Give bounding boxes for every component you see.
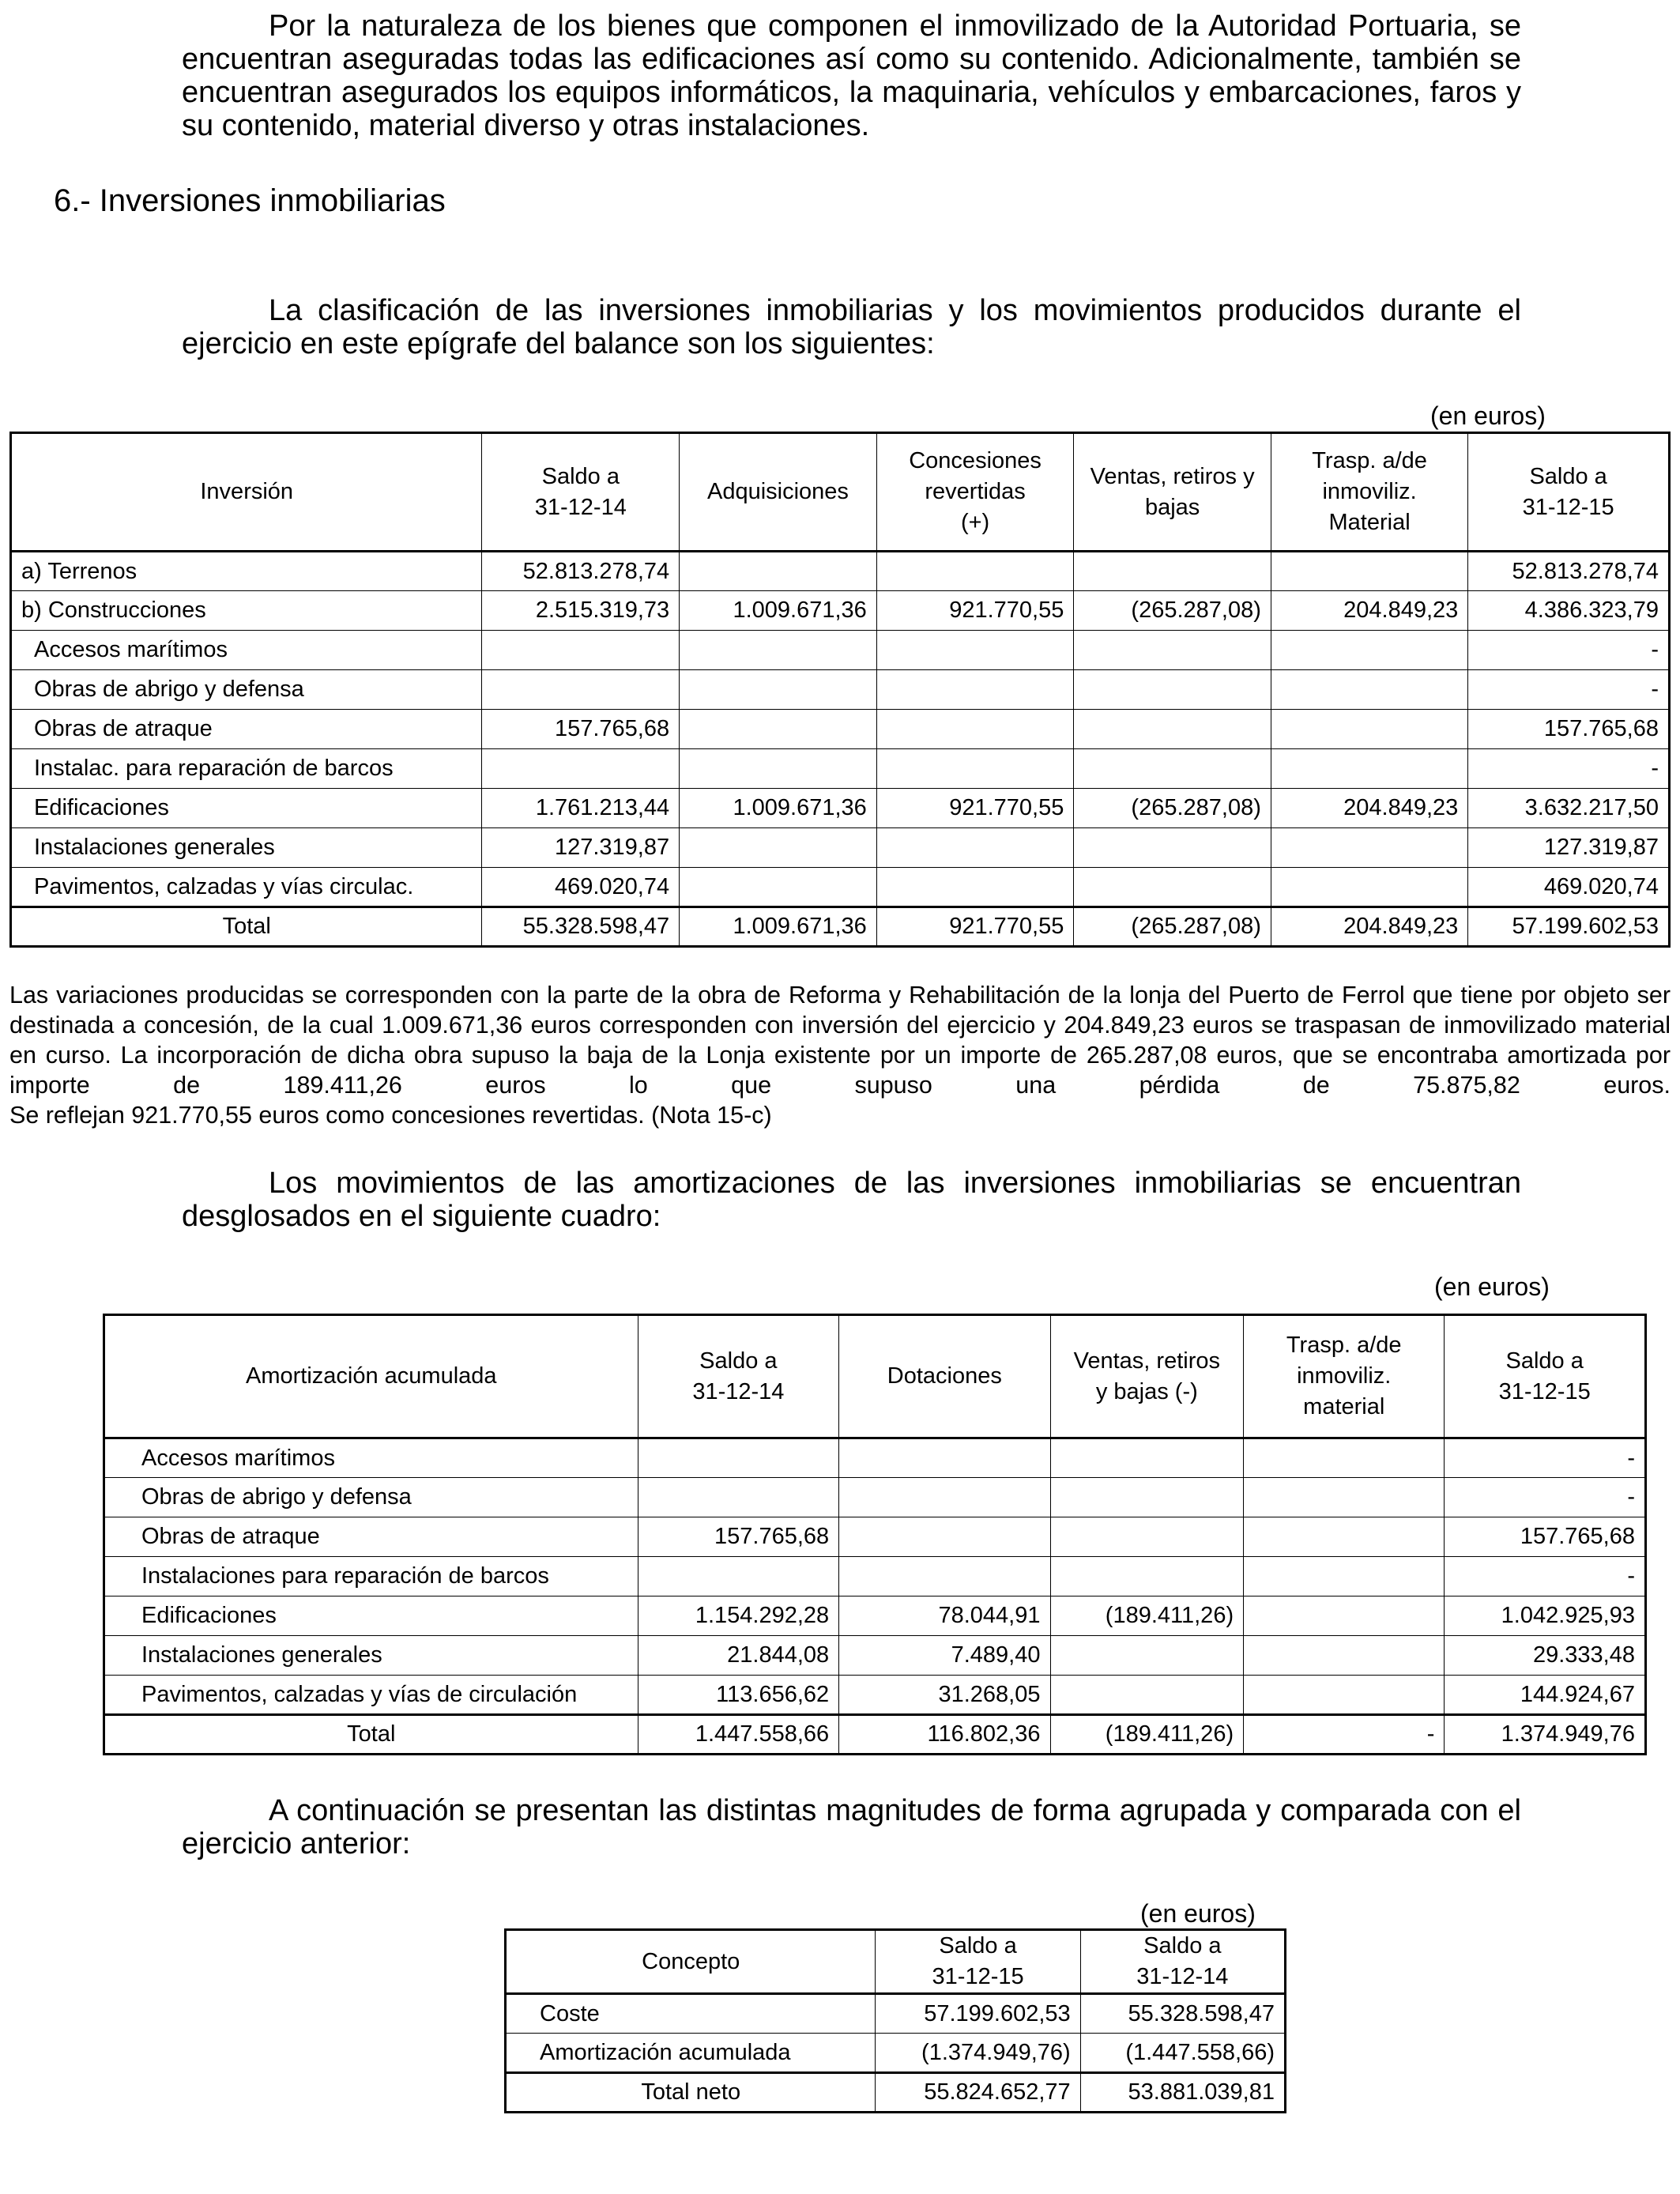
- cell-value: (265.287,08): [1074, 789, 1271, 828]
- cell-value: [482, 631, 680, 670]
- cell-value: [1050, 1517, 1244, 1557]
- cell-value: -: [1468, 631, 1670, 670]
- total-label: Total: [104, 1715, 638, 1755]
- row-label: b) Construcciones: [11, 591, 482, 631]
- cell-value: 469.020,74: [482, 868, 680, 907]
- cell-value: 144.924,67: [1445, 1676, 1646, 1715]
- total-value: 53.881.039,81: [1080, 2073, 1285, 2113]
- total-value: 1.009.671,36: [680, 907, 877, 947]
- row-label: Instalaciones para reparación de barcos: [104, 1557, 638, 1596]
- total-value: 1.374.949,76: [1445, 1715, 1646, 1755]
- total-value: 57.199.602,53: [1468, 907, 1670, 947]
- cell-value: [876, 828, 1074, 868]
- note-paragraph: Las variaciones producidas se corresponden con la parte de la obra de Reforma y Rehabilitación de la lonja del Puerto de Ferrol que tiene por objeto ser destinada a concesión, de la cual 1.009.671,36 euros corresponden con inversión del ejercicio y 204.849,23 euros se traspasan de inmovilizado material en curso. La incorporación de dicha obra supuso la baja de la Lonja existente por un importe de 265.287,08 euros, que se encontraba amortizada por importe de 189.411,26 euros lo que supuso una pérdida de 75.875,82 euros. Se reflejan 921.770,55 euros como concesiones revertidas. (Nota 15-c): [9, 982, 1671, 1129]
- column-header: Trasp. a/de inmoviliz. material: [1244, 1315, 1445, 1438]
- table-row: [104, 1557, 1646, 1596]
- section-heading: 6.- Inversiones inmobiliarias: [54, 183, 446, 218]
- cell-value: (189.411,26): [1050, 1596, 1244, 1636]
- header-row: [104, 1315, 1646, 1438]
- cell-value: [638, 1478, 839, 1517]
- table-row: [104, 1676, 1646, 1715]
- column-header: Adquisiciones: [680, 433, 877, 552]
- cell-value: (1.447.558,66): [1080, 2034, 1285, 2073]
- cell-value: [680, 749, 877, 789]
- header-row: [11, 433, 1670, 552]
- cell-value: -: [1445, 1478, 1646, 1517]
- cell-value: [876, 670, 1074, 710]
- column-header: Saldo a 31-12-15: [1445, 1315, 1646, 1438]
- total-label: Total neto: [506, 2073, 876, 2113]
- cell-value: [1074, 670, 1271, 710]
- cell-value: [876, 749, 1074, 789]
- note-last-line: Se reflejan 921.770,55 euros como concesiones revertidas. (Nota 15-c): [9, 1102, 772, 1129]
- row-label: Accesos marítimos: [104, 1438, 638, 1478]
- cell-value: [839, 1478, 1050, 1517]
- cell-value: [1271, 828, 1467, 868]
- cell-value: -: [1468, 670, 1670, 710]
- cell-value: [1244, 1557, 1445, 1596]
- column-header: Ventas, retiros y bajas: [1074, 433, 1271, 552]
- cell-value: [1050, 1557, 1244, 1596]
- cell-value: [876, 710, 1074, 749]
- total-value: 55.328.598,47: [482, 907, 680, 947]
- row-label: a) Terrenos: [11, 552, 482, 591]
- table-row: [11, 670, 1670, 710]
- row-label: Obras de atraque: [104, 1517, 638, 1557]
- cell-value: 1.154.292,28: [638, 1596, 839, 1636]
- paragraph-3: A continuación se presentan las distintas magnitudes de forma agrupada y comparada con el ejercicio anterior:: [182, 1794, 1521, 1860]
- column-header: Saldo a 31-12-14: [1080, 1930, 1285, 1994]
- total-row: [11, 907, 1670, 947]
- column-header: Saldo a 31-12-14: [638, 1315, 839, 1438]
- cell-value: 2.515.319,73: [482, 591, 680, 631]
- cell-value: 127.319,87: [482, 828, 680, 868]
- total-value: (189.411,26): [1050, 1715, 1244, 1755]
- cell-value: [482, 670, 680, 710]
- table-row: [11, 591, 1670, 631]
- table-row: [11, 789, 1670, 828]
- column-header: Saldo a 31-12-14: [482, 433, 680, 552]
- cell-value: 57.199.602,53: [876, 1994, 1080, 2034]
- cell-value: 1.042.925,93: [1445, 1596, 1646, 1636]
- cell-value: [1074, 552, 1271, 591]
- cell-value: [680, 552, 877, 591]
- cell-value: [876, 631, 1074, 670]
- cell-value: 157.765,68: [638, 1517, 839, 1557]
- cell-value: -: [1445, 1438, 1646, 1478]
- cell-value: [1074, 828, 1271, 868]
- cell-value: [1244, 1478, 1445, 1517]
- total-row: [104, 1715, 1646, 1755]
- cell-value: [1271, 749, 1467, 789]
- cell-value: [680, 710, 877, 749]
- row-label: Instalaciones generales: [104, 1636, 638, 1676]
- total-value: (265.287,08): [1074, 907, 1271, 947]
- cell-value: 21.844,08: [638, 1636, 839, 1676]
- cell-value: -: [1445, 1557, 1646, 1596]
- column-header: Concesiones revertidas (+): [876, 433, 1074, 552]
- header-row: [506, 1930, 1286, 1994]
- column-header: Concepto: [506, 1930, 876, 1994]
- cell-value: 921.770,55: [876, 789, 1074, 828]
- cell-value: [876, 552, 1074, 591]
- cell-value: [1050, 1478, 1244, 1517]
- cell-value: 52.813.278,74: [482, 552, 680, 591]
- row-label: Obras de abrigo y defensa: [11, 670, 482, 710]
- table-row: [506, 1994, 1286, 2034]
- table-row: [11, 868, 1670, 907]
- total-value: 204.849,23: [1271, 907, 1467, 947]
- cell-value: [680, 828, 877, 868]
- table-row: [104, 1636, 1646, 1676]
- table-row: [104, 1596, 1646, 1636]
- cell-value: [1271, 552, 1467, 591]
- cell-value: 1.009.671,36: [680, 591, 877, 631]
- table-row: [104, 1478, 1646, 1517]
- row-label: Amortización acumulada: [506, 2034, 876, 2073]
- column-header: Dotaciones: [839, 1315, 1050, 1438]
- cell-value: [1244, 1676, 1445, 1715]
- cell-value: [482, 749, 680, 789]
- cell-value: [1271, 868, 1467, 907]
- cell-value: 7.489,40: [839, 1636, 1050, 1676]
- cell-value: 127.319,87: [1468, 828, 1670, 868]
- cell-value: 157.765,68: [1468, 710, 1670, 749]
- unit-label-table2: (en euros): [1434, 1272, 1550, 1301]
- cell-value: [1074, 868, 1271, 907]
- cell-value: [1244, 1636, 1445, 1676]
- cell-value: [1074, 749, 1271, 789]
- cell-value: [680, 631, 877, 670]
- table-amortizacion: [103, 1314, 1647, 1755]
- table-row: [506, 2034, 1286, 2073]
- cell-value: (1.374.949,76): [876, 2034, 1080, 2073]
- cell-value: [680, 868, 877, 907]
- cell-value: 113.656,62: [638, 1676, 839, 1715]
- paragraph-2: Los movimientos de las amortizaciones de las inversiones inmobiliarias se encuentran desglosados en el siguiente cuadro:: [182, 1167, 1521, 1233]
- row-label: Edificaciones: [11, 789, 482, 828]
- cell-value: [1271, 710, 1467, 749]
- row-label: Accesos marítimos: [11, 631, 482, 670]
- cell-value: 78.044,91: [839, 1596, 1050, 1636]
- cell-value: 55.328.598,47: [1080, 1994, 1285, 2034]
- row-label: Pavimentos, calzadas y vías de circulación: [104, 1676, 638, 1715]
- unit-label-table1: (en euros): [1430, 401, 1546, 430]
- cell-value: [839, 1517, 1050, 1557]
- table-row: [104, 1517, 1646, 1557]
- row-label: Obras de atraque: [11, 710, 482, 749]
- column-header: Saldo a 31-12-15: [876, 1930, 1080, 1994]
- total-value: 55.824.652,77: [876, 2073, 1080, 2113]
- cell-value: [839, 1438, 1050, 1478]
- total-row: [506, 2073, 1286, 2113]
- unit-label-table3: (en euros): [1140, 1899, 1256, 1928]
- cell-value: [1244, 1438, 1445, 1478]
- total-value: -: [1244, 1715, 1445, 1755]
- table-resumen: [504, 1928, 1286, 2113]
- cell-value: [680, 670, 877, 710]
- cell-value: 1.761.213,44: [482, 789, 680, 828]
- cell-value: 469.020,74: [1468, 868, 1670, 907]
- cell-value: [1271, 631, 1467, 670]
- cell-value: 29.333,48: [1445, 1636, 1646, 1676]
- cell-value: [1050, 1676, 1244, 1715]
- total-value: 1.447.558,66: [638, 1715, 839, 1755]
- cell-value: [638, 1438, 839, 1478]
- cell-value: 1.009.671,36: [680, 789, 877, 828]
- row-label: Instalac. para reparación de barcos: [11, 749, 482, 789]
- cell-value: 4.386.323,79: [1468, 591, 1670, 631]
- column-header: Inversión: [11, 433, 482, 552]
- paragraph-1: La clasificación de las inversiones inmobiliarias y los movimientos producidos durante el ejercicio en este epígrafe del balance son los siguientes:: [182, 294, 1521, 360]
- cell-value: [1244, 1517, 1445, 1557]
- cell-value: [1271, 670, 1467, 710]
- row-label: Obras de abrigo y defensa: [104, 1478, 638, 1517]
- row-label: Coste: [506, 1994, 876, 2034]
- cell-value: 157.765,68: [1445, 1517, 1646, 1557]
- row-label: Pavimentos, calzadas y vías circulac.: [11, 868, 482, 907]
- table-inversiones: [9, 432, 1671, 948]
- cell-value: 52.813.278,74: [1468, 552, 1670, 591]
- column-header: Saldo a 31-12-15: [1468, 433, 1670, 552]
- row-label: Edificaciones: [104, 1596, 638, 1636]
- row-label: Instalaciones generales: [11, 828, 482, 868]
- total-value: 116.802,36: [839, 1715, 1050, 1755]
- table-row: [104, 1438, 1646, 1478]
- table-row: [11, 828, 1670, 868]
- total-label: Total: [11, 907, 482, 947]
- cell-value: 921.770,55: [876, 591, 1074, 631]
- total-value: 921.770,55: [876, 907, 1074, 947]
- cell-value: [638, 1557, 839, 1596]
- cell-value: [1244, 1596, 1445, 1636]
- cell-value: [1050, 1636, 1244, 1676]
- intro-paragraph: Por la naturaleza de los bienes que componen el inmovilizado de la Autoridad Portuaria, se encuentran aseguradas todas las edificaciones así como su contenido. Adicionalmente, también se encuentran asegurados los equipos informáticos, la maquinaria, vehículos y embarcaciones, faros y su contenido, material diverso y otras instalaciones.: [182, 9, 1521, 142]
- cell-value: [876, 868, 1074, 907]
- cell-value: 31.268,05: [839, 1676, 1050, 1715]
- table-row: [11, 631, 1670, 670]
- cell-value: [1074, 631, 1271, 670]
- cell-value: 3.632.217,50: [1468, 789, 1670, 828]
- column-header: Amortización acumulada: [104, 1315, 638, 1438]
- cell-value: 204.849,23: [1271, 591, 1467, 631]
- cell-value: -: [1468, 749, 1670, 789]
- cell-value: 204.849,23: [1271, 789, 1467, 828]
- table-row: [11, 552, 1670, 591]
- column-header: Trasp. a/de inmoviliz. Material: [1271, 433, 1467, 552]
- cell-value: [1050, 1438, 1244, 1478]
- cell-value: [839, 1557, 1050, 1596]
- cell-value: (265.287,08): [1074, 591, 1271, 631]
- cell-value: [1074, 710, 1271, 749]
- table-row: [11, 749, 1670, 789]
- cell-value: 157.765,68: [482, 710, 680, 749]
- table-row: [11, 710, 1670, 749]
- column-header: Ventas, retiros y bajas (-): [1050, 1315, 1244, 1438]
